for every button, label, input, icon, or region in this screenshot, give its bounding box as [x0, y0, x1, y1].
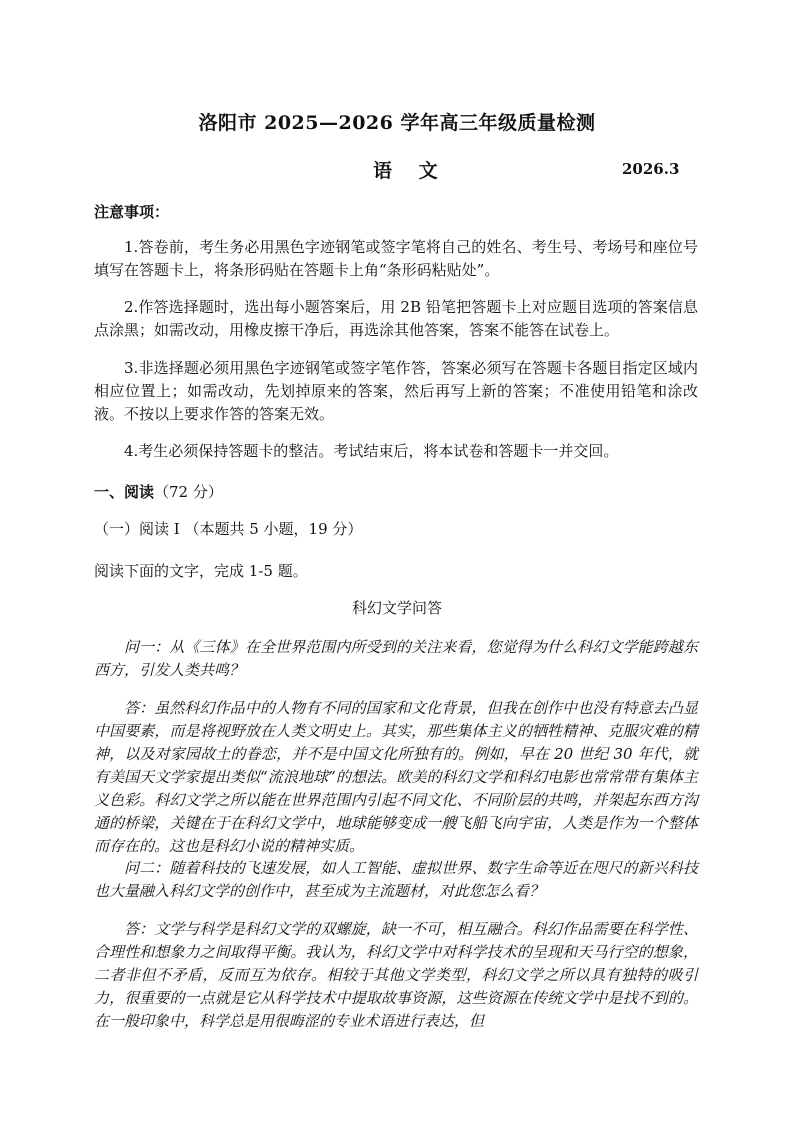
notice-item: 1.答卷前，考生务必用黑色字迹钢笔或签字笔将自己的姓名、考生号、考场号和座位号填写在答题卡上，将条形码贴在答题卡上角“条形码粘贴处”。 — [94, 238, 698, 279]
exam-date: 2026.3 — [622, 160, 680, 178]
article-answer: 答：文学与科学是科幻文学的双螺旋，缺一不可，相互融合。科幻作品需要在科学性、合理性和想象力之间取得平衡。我认为，科幻文学中对科学技术的呈现和天马行空的想象，二者非但不矛盾，反而互为依存。相较于其他文学类型，科幻文学之所以具有独特的吸引力，很重要的一点就是它从科学技术中提取故事资源，这些资源在传统文学中是找不到的。在一般印象中，科学总是用很晦涩的专业术语进行表达，但 — [94, 920, 698, 1030]
reading-instruction: 阅读下面的文字，完成 1-5 题。 — [94, 562, 308, 580]
article-answer: 答：虽然科幻作品中的人物有不同的国家和文化背景，但我在创作中也没有特意去凸显中国要素，而是将视野放在人类文明史上。其实，那些集体主义的牺牲精神、克服灾难的精神，以及对家园故土的眷恋，并不是中国文化所独有的。例如，早在 20 世纪 30 年代，就有美国天文学家提出类似“流浪地球”的想法。欧美的科幻文学和科幻电影也常常带有集体主义色彩。科幻文学之所以能在世界范围内引起不同文化、不同阶层的共鸣，并架起东西方沟通的桥梁，关键在于在科幻文学中，地球能够变成一艘飞船飞向宇宙，人类是作为一个整体而存在的。这也是科幻小说的精神实质。 — [94, 699, 698, 855]
notice-item: 2.作答选择题时，选出每小题答案后，用 2B 铅笔把答题卡上对应题目选项的答案信息点涂黑；如需改动，用橡皮擦干净后，再选涂其他答案，答案不能答在试卷上。 — [94, 298, 698, 339]
subject-label: 语 文 — [373, 160, 448, 182]
article-question: 问一：从《三体》在全世界范围内所受到的关注来看，您觉得为什么科幻文学能跨越东西方，引发人类共鸣？ — [94, 638, 698, 679]
subsection-heading: （一）阅读 I （本题共 5 小题，19 分） — [94, 520, 363, 538]
notice-item: 4.考生必须保持答题卡的整洁。考试结束后，将本试卷和答题卡一并交回。 — [124, 442, 619, 460]
article-title: 科幻文学问答 — [351, 599, 442, 617]
section-score: （72 分） — [154, 483, 223, 501]
section-label: 一、阅读 — [94, 483, 155, 501]
notice-heading: 注意事项： — [94, 203, 170, 221]
section-heading — [94, 481, 223, 502]
exam-title: 洛阳市 2025—2026 学年高三年级质量检测 — [198, 112, 596, 134]
article-question: 问二：随着科技的飞速发展，如人工智能、虚拟世界、数字生命等近在咫尺的新兴科技也大量融入科幻文学的创作中，甚至成为主流题材，对此您怎么看？ — [94, 859, 698, 900]
notice-item: 3.非选择题必须用黑色字迹钢笔或签字笔作答，答案必须写在答题卡各题目指定区域内相应位置上；如需改动，先划掉原来的答案，然后再写上新的答案；不准使用铅笔和涂改液。不按以上要求作答的答案无效。 — [94, 359, 698, 423]
